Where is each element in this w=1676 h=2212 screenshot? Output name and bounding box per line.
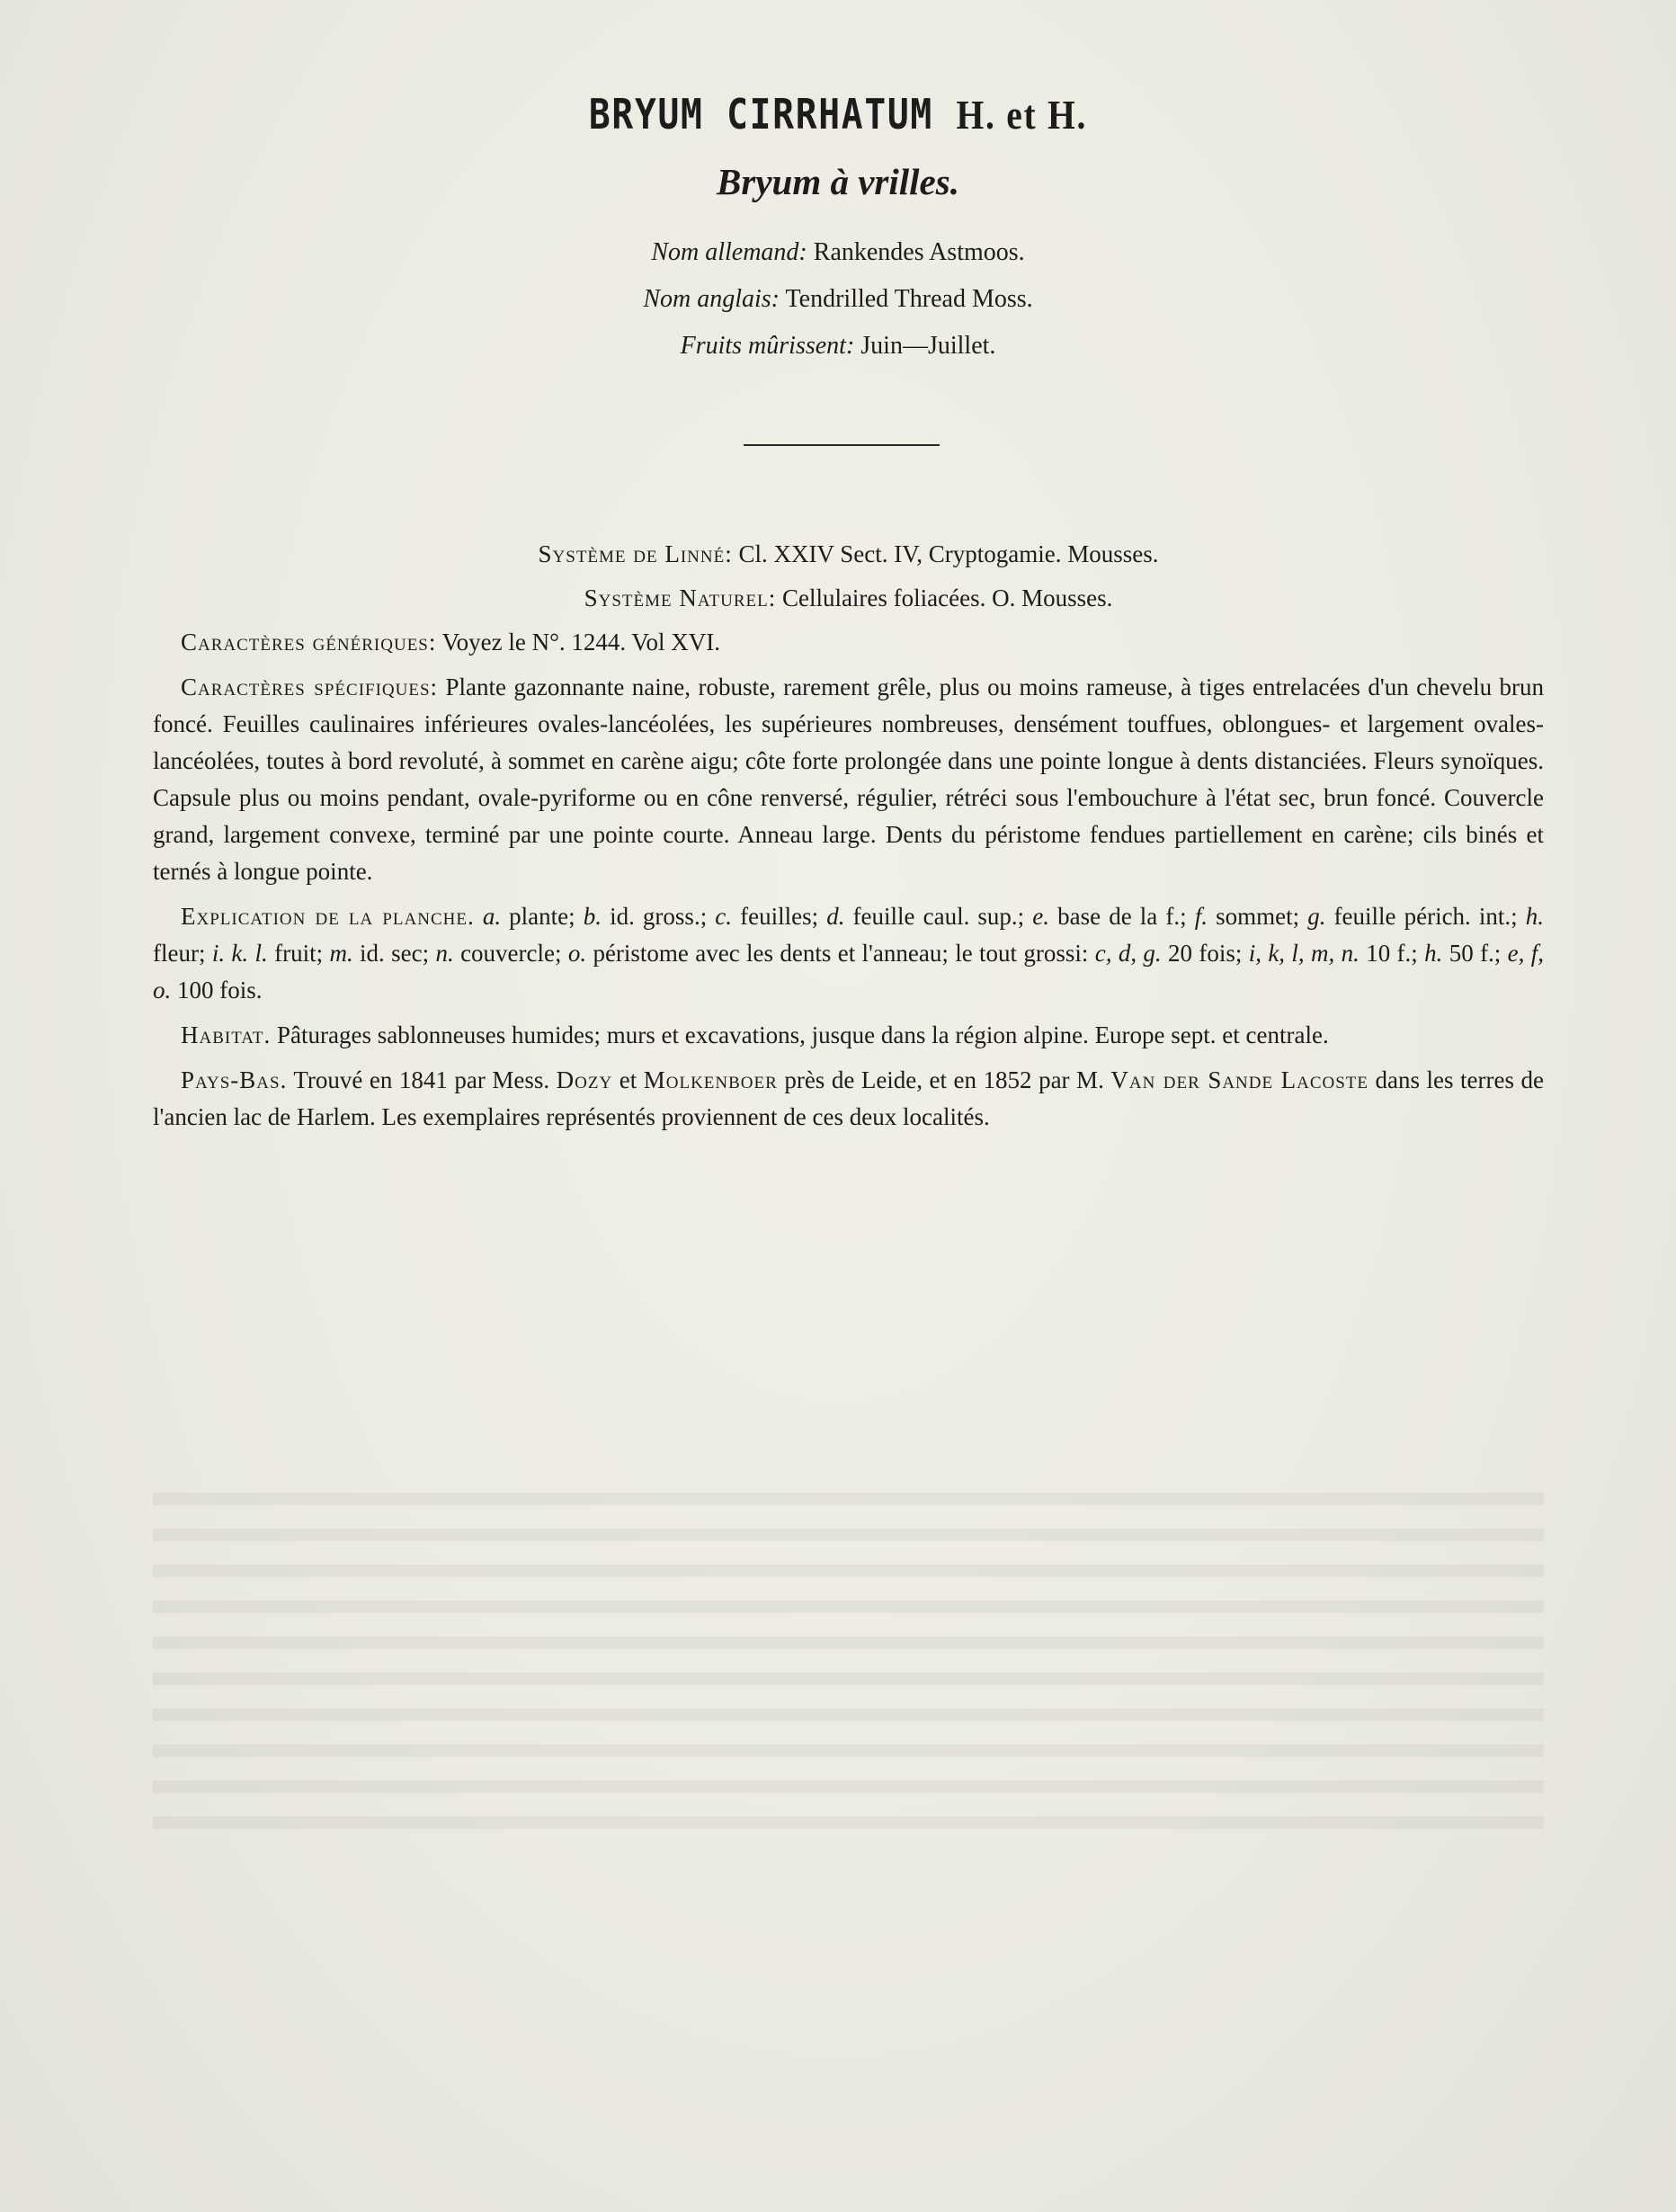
name-english-value: Tendrilled Thread Moss. <box>785 285 1033 313</box>
plate-key-letter: i, k, l, m, n. <box>1248 940 1360 967</box>
name-german-label: Nom allemand: <box>651 238 807 266</box>
plate-key-letter: c. <box>715 903 733 930</box>
plate-key-letter: a. <box>482 903 502 930</box>
name-german-line <box>0 229 1676 276</box>
plate-key-description: 10 f.; <box>1359 940 1425 967</box>
plate-key-letter: h. <box>1424 940 1443 967</box>
linne-paragraph <box>153 536 1544 573</box>
collector-name-lacoste: Van der Sande Lacoste <box>1110 1066 1369 1093</box>
fruiting-label: Fruits mûrissent: <box>680 332 855 360</box>
plate-key-letter: n. <box>435 940 454 967</box>
divider-rule <box>744 444 940 446</box>
collector-name-dozy: Dozy <box>556 1066 613 1093</box>
plate-key-description: sommet; <box>1207 903 1308 930</box>
plate-key-description: plante; <box>501 903 584 930</box>
plate-key-letter: g. <box>1307 903 1326 930</box>
collector-name-molkenboer: Molkenboer <box>643 1066 778 1093</box>
plate-key-description: base de la f.; <box>1049 903 1195 930</box>
plate-key-letter: i. k. l. <box>211 940 268 967</box>
plate-key-description: id. sec; <box>352 940 436 967</box>
plate-key-letter: e, f, o. <box>153 940 1544 1003</box>
paysbas-paragraph <box>153 1062 1544 1136</box>
linne-text: Cl. XXIV Sect. IV, Cryptogamie. Mousses. <box>738 540 1159 567</box>
plate-key-letter: d. <box>826 903 845 930</box>
paysbas-text-4: dans les terres de l'ancien lac de Harlem. Les exemplaires représentés proviennent de ces deux localités. <box>153 1066 1545 1130</box>
plate-key-description: id. gross.; <box>601 903 716 930</box>
common-name-french: Bryum à vrilles. <box>717 161 959 202</box>
explication-paragraph <box>153 898 1544 1009</box>
plate-key-description: feuilles; <box>732 903 827 930</box>
generiques-text: Voyez le N°. 1244. Vol XVI. <box>441 629 720 656</box>
plate-key-letter: o. <box>567 940 587 967</box>
plate-key-description: fruit; <box>267 940 330 967</box>
plate-key-description: fleur; <box>153 940 212 967</box>
plate-key-description: 50 f.; <box>1442 940 1508 967</box>
species-title <box>117 90 1558 138</box>
name-german-value: Rankendes Astmoos. <box>813 238 1025 266</box>
description-body <box>153 536 1544 1144</box>
plate-key-letter: h. <box>1525 903 1545 930</box>
naturel-text: Cellulaires foliacées. O. Mousses. <box>781 584 1113 611</box>
specifiques-text: Plante gazonnante naine, robuste, rarement grêle, plus ou moins rameuse, à tiges entrelacées d'un chevelu brun foncé. Feuilles caulinaires inférieures ovales-lancéolées, les supérieures nombreuses, densément touffues, oblongues- et largement ovales-lancéolées, toutes à bord revoluté, à sommet en carène aigu; côte forte prolongée dans une pointe longue à dents distanciées. Fleurs synoïques. Capsule plus ou moins pendant, ovale-pyriforme ou en cône renversé, régulier, rétréci sous l'embouchure à l'état sec, brun foncé. Couvercle grand, largement convexe, terminé par une pointe courte. Anneau large. Dents du péristome fendues partiellement en carène; cils binés et ternés à longue pointe. <box>153 673 1545 885</box>
plate-key-letter: b. <box>583 903 602 930</box>
paysbas-text-2: et <box>619 1066 637 1093</box>
plate-key-description: 100 fois. <box>171 977 263 1003</box>
habitat-paragraph <box>153 1017 1544 1054</box>
paysbas-text-3: près de Leide, et en 1852 par M. <box>784 1066 1104 1093</box>
plate-key-letter: e. <box>1032 903 1050 930</box>
plate-key-letter: m. <box>329 940 353 967</box>
species-name: BRYUM CIRRHATUM <box>588 90 933 138</box>
specifiques-label: Caractères spécifiques: <box>181 673 439 700</box>
naturel-label: Système Naturel: <box>584 584 777 611</box>
paysbas-text-1: Trouvé en 1841 par Mess. <box>293 1066 550 1093</box>
plate-key-letter: c, d, g. <box>1094 940 1162 967</box>
generiques-label: Caractères génériques: <box>181 629 437 656</box>
name-english-label: Nom anglais: <box>643 285 780 313</box>
habitat-text: Pâturages sablonneuses humides; murs et excavations, jusque dans la région alpine. Europe sept. et centrale. <box>277 1021 1329 1048</box>
show-through-text-shadow <box>153 1493 1544 1834</box>
plate-key-description: feuille caul. sup.; <box>844 903 1033 930</box>
habitat-label: Habitat. <box>181 1021 272 1048</box>
specifiques-paragraph <box>153 669 1544 890</box>
linne-label: Système de Linné: <box>538 540 733 567</box>
generiques-paragraph <box>153 624 1544 661</box>
common-names-block <box>0 229 1676 370</box>
species-authority: H. et H. <box>956 92 1088 138</box>
plate-key-description: péristome avec les dents et l'anneau; le tout grossi: <box>586 940 1095 967</box>
paysbas-label: Pays-Bas. <box>181 1066 288 1093</box>
plate-key-description: 20 fois; <box>1161 940 1249 967</box>
explication-label: Explication de la planche. <box>181 903 475 930</box>
naturel-paragraph <box>153 580 1544 617</box>
fruiting-value: Juin—Juillet. <box>860 332 996 360</box>
plate-key-letter: f. <box>1194 903 1208 930</box>
plate-key-description: feuille périch. int.; <box>1325 903 1526 930</box>
name-english-line <box>0 276 1676 323</box>
plate-key-description: couvercle; <box>453 940 568 967</box>
fruiting-line <box>0 323 1676 370</box>
